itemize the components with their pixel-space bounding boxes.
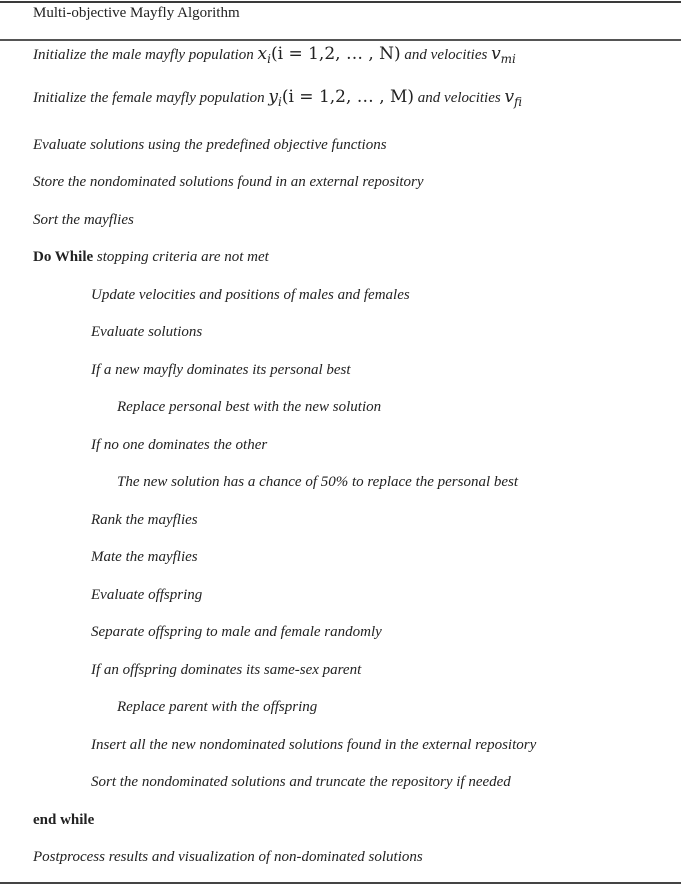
line-text: Store the nondominated solutions found in an external repository bbox=[33, 174, 424, 190]
math-expression: $x_i(i = 1,2$, … , N) bbox=[257, 44, 401, 66]
line-text: Sort the nondominated solutions and truncate the repository if needed bbox=[91, 774, 511, 790]
line-text: Mate the mayflies bbox=[91, 549, 198, 565]
algorithm-control-line bbox=[33, 247, 269, 267]
algorithm-line bbox=[91, 622, 382, 642]
line-text: stopping criteria are not met bbox=[96, 249, 269, 265]
line-text: Sort the mayflies bbox=[33, 212, 134, 228]
algorithm-line bbox=[33, 135, 387, 155]
algorithm-line bbox=[91, 585, 202, 605]
algorithm-line bbox=[91, 735, 536, 755]
table-top-rule bbox=[0, 1, 681, 3]
algorithm-line bbox=[33, 172, 424, 192]
algorithm-line bbox=[33, 847, 423, 867]
line-text: Update velocities and positions of males and females bbox=[91, 287, 410, 303]
line-text: Replace personal best with the new solution bbox=[117, 399, 382, 415]
line-text: and velocities bbox=[404, 47, 488, 63]
header-rule bbox=[0, 39, 681, 41]
algorithm-line bbox=[117, 397, 381, 417]
line-text: Initialize the male mayfly population bbox=[33, 47, 254, 63]
line-text: Initialize the female mayfly population bbox=[33, 90, 265, 106]
line-text: Evaluate offspring bbox=[91, 587, 203, 603]
line-text: Evaluate solutions bbox=[91, 324, 203, 340]
line-text: If an offspring dominates its same-sex parent bbox=[91, 662, 362, 678]
algorithm-line bbox=[91, 510, 198, 530]
line-text: Evaluate solutions using the predefined objective functions bbox=[33, 137, 387, 153]
algorithm-line bbox=[91, 435, 267, 455]
math-expression: $v_{fi}$ bbox=[504, 87, 523, 109]
keyword: Do While bbox=[33, 249, 94, 265]
math-expression: $v_{mi}$ bbox=[491, 44, 516, 66]
line-text: Insert all the new nondominated solutions found in the external repository bbox=[91, 737, 537, 753]
line-text: Postprocess results and visualization of non-dominated solutions bbox=[33, 849, 423, 865]
line-text: The new solution has a chance of 50% to replace the personal best bbox=[117, 474, 519, 490]
algorithm-line bbox=[33, 44, 516, 65]
line-text: Rank the mayflies bbox=[91, 512, 198, 528]
algorithm-line bbox=[91, 360, 351, 380]
keyword: end while bbox=[33, 812, 95, 828]
algorithm-line bbox=[33, 87, 522, 108]
algorithm-line bbox=[91, 285, 410, 305]
table-bottom-rule bbox=[0, 882, 681, 884]
algorithm-control-line bbox=[33, 810, 94, 830]
algorithm-line bbox=[91, 322, 202, 342]
algorithm-line bbox=[33, 210, 134, 230]
line-text: and velocities bbox=[417, 90, 501, 106]
line-text: Replace parent with the offspring bbox=[117, 699, 318, 715]
math-expression: $y_i(i = 1,2$, … , M) bbox=[268, 87, 415, 109]
algorithm-title: Multi-objective Mayfly Algorithm bbox=[33, 5, 240, 21]
algorithm-line bbox=[91, 772, 511, 792]
line-text: If a new mayfly dominates its personal best bbox=[91, 362, 351, 378]
algorithm-line bbox=[91, 547, 198, 567]
algorithm-line bbox=[91, 660, 361, 680]
algorithm-line bbox=[117, 472, 518, 492]
algorithm-line bbox=[117, 697, 317, 717]
line-text: Separate offspring to male and female randomly bbox=[91, 624, 382, 640]
line-text: If no one dominates the other bbox=[91, 437, 268, 453]
